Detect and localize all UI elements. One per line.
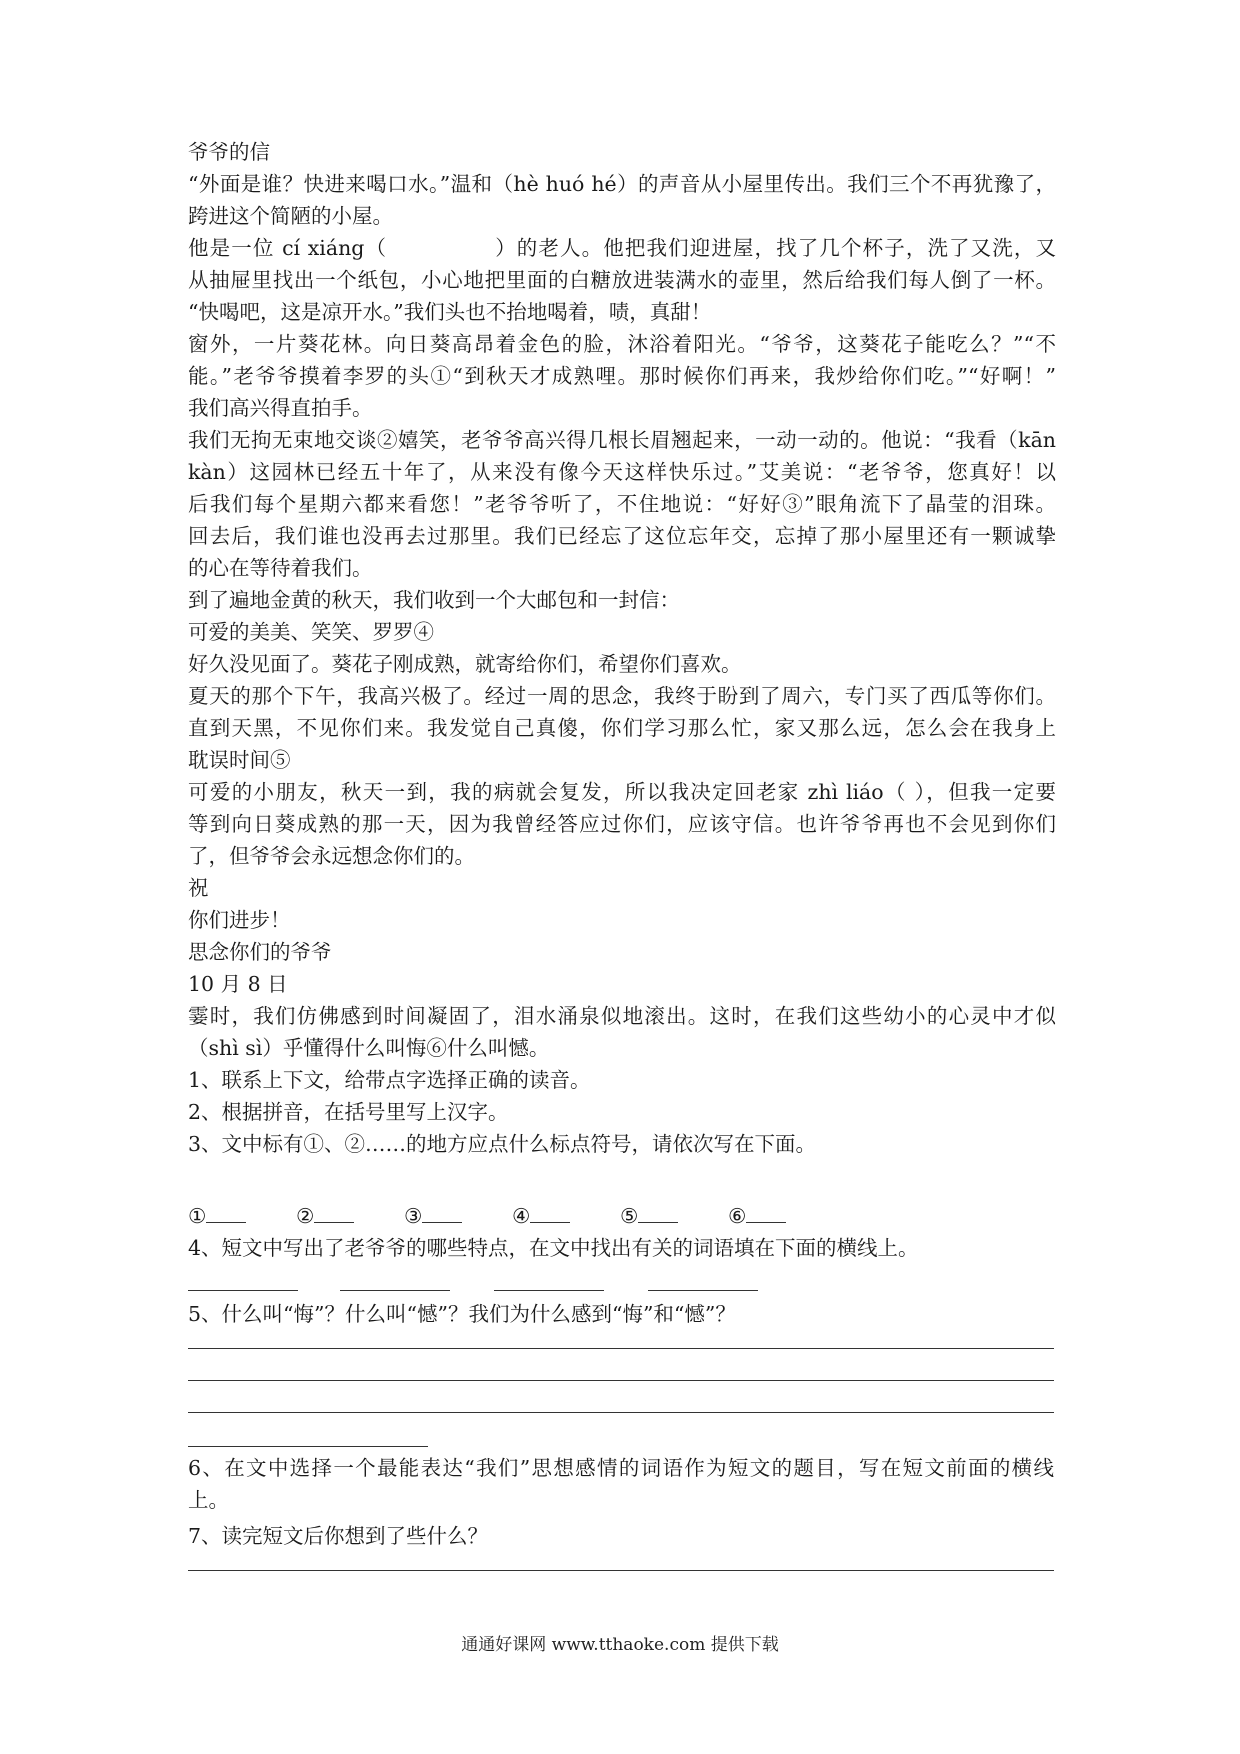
answer-line[interactable]	[188, 1348, 1054, 1349]
passage-title: 爷爷的信	[188, 140, 270, 164]
question-5: 5、什么叫“悔”？什么叫“憾”？我们为什么感到“悔”和“憾”？	[188, 1302, 736, 1326]
answer-line[interactable]	[188, 1290, 298, 1291]
passage-line: 我们无拘无束地交谈②嬉笑，老爷爷高兴得几根长眉翘起来，一动一动的。他说：“我看（kān	[188, 428, 1056, 452]
answer-blank-2[interactable]: ②	[296, 1200, 354, 1232]
passage-line: 后我们每个星期六都来看您！”老爷爷听了，不住地说：“好好③”眼角流下了晶莹的泪珠。	[188, 492, 1056, 516]
question-7: 7、读完短文后你想到了些什么？	[188, 1524, 489, 1548]
passage-line: 可爱的小朋友，秋天一到，我的病就会复发，所以我决定回老家 zhì liáo（ ），但我一定要	[188, 780, 1056, 804]
passage-line: 夏天的那个下午，我高兴极了。经过一周的思念，我终于盼到了周六，专门买了西瓜等你们。	[188, 684, 1056, 708]
answer-line[interactable]	[188, 1570, 1054, 1571]
letter-closing: 祝	[188, 876, 209, 900]
question-2: 2、根据拼音，在括号里写上汉字。	[188, 1100, 509, 1124]
passage-line: 直到天黑，不见你们来。我发觉自己真傻，你们学习那么忙，家又那么远，怎么会在我身上	[188, 716, 1056, 740]
passage	[188, 136, 1056, 1160]
answer-blank-3[interactable]: ③	[404, 1200, 462, 1232]
answer-blank-4[interactable]: ④	[512, 1200, 570, 1232]
footer-source: 通通好课网 www.tthaoke.com 提供下载	[461, 1635, 779, 1655]
passage-line: 能。”老爷爷摸着李罗的头①“到秋天才成熟哩。那时候你们再来，我炒给你们吃。”“好啊！”	[188, 364, 1056, 388]
passage-line: kàn）这园林已经五十年了，从来没有像今天这样快乐过。”艾美说：“老爷爷，您真好！以	[188, 460, 1056, 484]
answer-line[interactable]	[340, 1290, 450, 1291]
question-3: 3、文中标有①、②……的地方应点什么标点符号，请依次写在下面。	[188, 1132, 817, 1156]
question-1: 1、联系上下文，给带点字选择正确的读音。	[188, 1068, 591, 1092]
passage-line: 霎时，我们仿佛感到时间凝固了，泪水涌泉似地滚出。这时，在我们这些幼小的心灵中才似	[188, 1004, 1056, 1028]
passage-line: 他是一位 cí xiáng（ ）的老人。他把我们迎进屋，找了几个杯子，洗了又洗，又	[188, 236, 1056, 260]
passage-line: 的心在等待着我们。	[188, 556, 373, 580]
letter-salutation: 可爱的美美、笑笑、罗罗④	[188, 620, 434, 644]
question-6: 6、在文中选择一个最能表达“我们”思想感情的词语作为短文的题目，写在短文前面的横线	[188, 1456, 1054, 1480]
answer-blank-1[interactable]: ①	[188, 1200, 246, 1232]
passage-line: 了，但爷爷会永远想念你们的。	[188, 844, 475, 868]
answer-line[interactable]	[188, 1412, 1054, 1413]
question-4: 4、短文中写出了老爷爷的哪些特点，在文中找出有关的词语填在下面的横线上。	[188, 1236, 919, 1260]
question-6-cont: 上。	[188, 1488, 229, 1512]
answer-line[interactable]	[188, 1380, 1054, 1381]
passage-line: 窗外，一片葵花林。向日葵高昂着金色的脸，沐浴着阳光。“爷爷，这葵花子能吃么？”“不	[188, 332, 1056, 356]
answer-line[interactable]	[494, 1290, 604, 1291]
passage-line: （shì sì）乎懂得什么叫悔⑥什么叫憾。	[188, 1036, 550, 1060]
passage-line: 好久没见面了。葵花子刚成熟，就寄给你们，希望你们喜欢。	[188, 652, 742, 676]
letter-date: 10 月 8 日	[188, 972, 288, 996]
answer-line[interactable]	[188, 1446, 428, 1447]
passage-line: 等到向日葵成熟的那一天，因为我曾经答应过你们，应该守信。也许爷爷再也不会见到你们	[188, 812, 1056, 836]
letter-signature: 思念你们的爷爷	[188, 940, 332, 964]
letter-closing: 你们进步！	[188, 908, 291, 932]
passage-line: 回去后，我们谁也没再去过那里。我们已经忘了这位忘年交，忘掉了那小屋里还有一颗诚挚	[188, 524, 1056, 548]
passage-line: 跨进这个简陋的小屋。	[188, 204, 393, 228]
answer-blank-6[interactable]: ⑥	[728, 1200, 786, 1232]
passage-line: “外面是谁？快进来喝口水。”温和（hè huó hé）的声音从小屋里传出。我们三个不再犹豫了，	[188, 172, 1056, 196]
passage-line: 从抽屉里找出一个纸包，小心地把里面的白糖放进装满水的壶里，然后给我们每人倒了一杯。	[188, 268, 1056, 292]
answer-line[interactable]	[648, 1290, 758, 1291]
answer-blank-5[interactable]: ⑤	[620, 1200, 678, 1232]
passage-line: “快喝吧，这是凉开水。”我们头也不抬地喝着，啧，真甜！	[188, 300, 712, 324]
passage-line: 耽误时间⑤	[188, 748, 291, 772]
passage-line: 我们高兴得直拍手。	[188, 396, 373, 420]
passage-line: 到了遍地金黄的秋天，我们收到一个大邮包和一封信：	[188, 588, 680, 612]
